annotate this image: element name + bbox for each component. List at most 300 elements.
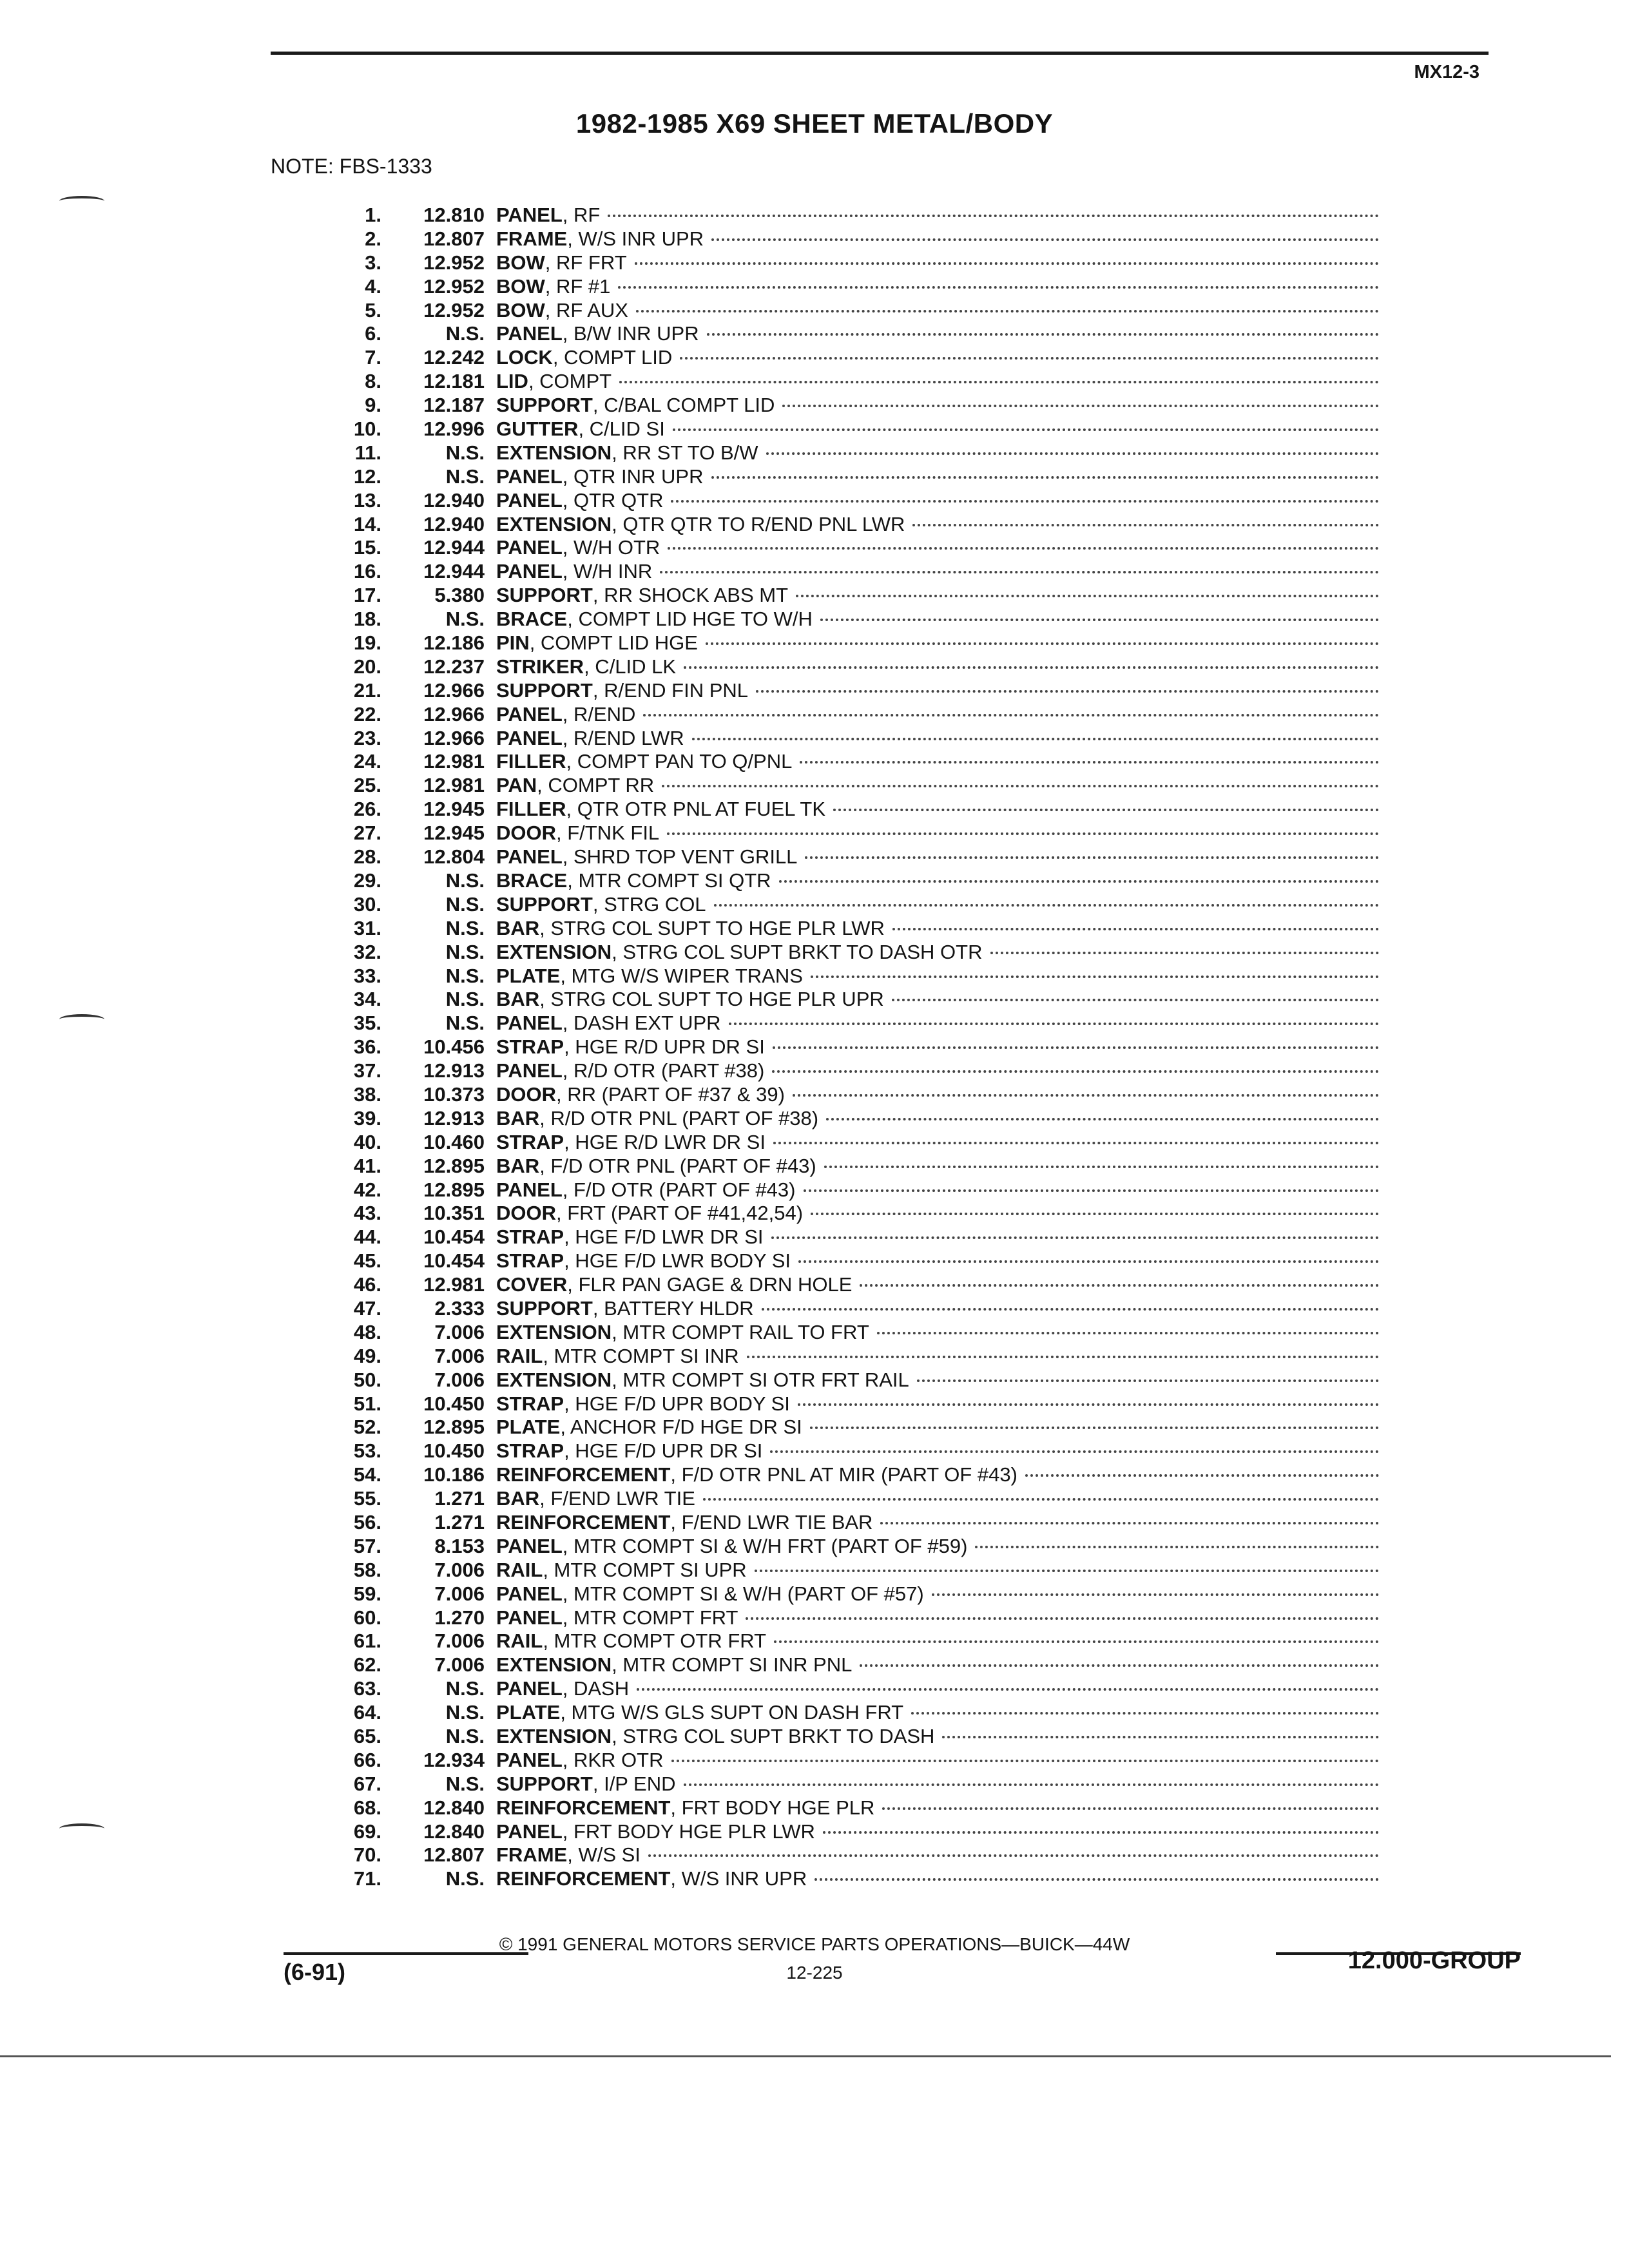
part-name: STRAP (496, 1035, 564, 1059)
part-description (496, 251, 1379, 275)
dot-leader (805, 856, 1379, 859)
part-description (496, 465, 1379, 489)
item-number: 16. (353, 560, 381, 583)
part-row (335, 1559, 1379, 1582)
group-number: 12.981 (423, 1273, 485, 1296)
item-number: 58. (353, 1558, 381, 1581)
dot-leader (932, 1593, 1379, 1596)
part-name: PANEL (496, 536, 563, 559)
part-row (335, 513, 1379, 537)
part-detail: , R/END FIN PNL (592, 678, 749, 702)
group-number: 12.952 (423, 298, 485, 322)
part-detail: , COMPT LID HGE (529, 631, 698, 655)
dot-leader (798, 1403, 1379, 1406)
part-row (335, 822, 1379, 845)
part-description (496, 1843, 1379, 1867)
group-number: 12.804 (423, 845, 485, 869)
dot-leader (771, 1236, 1379, 1239)
part-description (496, 1392, 1379, 1416)
dot-leader (815, 1878, 1379, 1881)
part-detail: , R/END LWR (562, 726, 684, 749)
part-description (496, 1155, 1379, 1178)
part-description (496, 1701, 1379, 1725)
part-row (335, 1131, 1379, 1155)
dot-leader (772, 1070, 1379, 1073)
dot-leader (667, 832, 1379, 835)
dot-leader (990, 952, 1380, 954)
part-description (496, 988, 1379, 1012)
group-number: 12.966 (423, 726, 485, 749)
part-detail: , MTR COMPT SI QTR (567, 869, 771, 892)
part-row (335, 727, 1379, 751)
part-name: FILLER (496, 798, 566, 821)
part-name: STRAP (496, 1439, 564, 1463)
part-description (496, 346, 1379, 370)
part-name: REINFORCEMENT (496, 1510, 671, 1533)
part-name: SUPPORT (496, 1772, 593, 1795)
group-number: 12.895 (423, 1154, 485, 1177)
dot-leader (880, 1522, 1379, 1524)
item-number: 34. (353, 988, 381, 1011)
dot-leader (824, 1166, 1379, 1168)
part-detail: , C/LID SI (578, 418, 665, 441)
item-number: 5. (365, 298, 381, 322)
part-row (335, 227, 1379, 251)
part-row (335, 1606, 1379, 1630)
part-description (496, 727, 1379, 751)
item-number: 66. (353, 1748, 381, 1771)
part-description (496, 1796, 1379, 1820)
part-row (335, 893, 1379, 917)
part-row (335, 1083, 1379, 1107)
dot-leader (714, 904, 1379, 907)
part-detail: , R/D OTR PNL (PART OF #38) (539, 1106, 819, 1129)
group-number: 7.006 (434, 1344, 485, 1367)
dot-leader (917, 1379, 1379, 1382)
dot-leader (800, 761, 1379, 764)
part-detail: , MTR COMPT FRT (562, 1606, 738, 1629)
group-number: N.S. (445, 1677, 485, 1700)
part-detail: , I/P END (592, 1772, 676, 1795)
part-row (335, 917, 1379, 941)
part-description (496, 917, 1379, 941)
item-number: 2. (365, 227, 381, 250)
part-detail: , MTR COMPT SI UPR (543, 1558, 747, 1581)
dot-leader (833, 809, 1379, 811)
part-name: RAIL (496, 1558, 543, 1581)
group-number: 12.945 (423, 798, 485, 821)
item-number: 26. (353, 798, 381, 821)
part-row (335, 1059, 1379, 1083)
item-number: 25. (353, 774, 381, 797)
item-number: 65. (353, 1725, 381, 1747)
part-description (496, 1059, 1379, 1083)
group-number: 7.006 (434, 1320, 485, 1343)
part-row (335, 1345, 1379, 1369)
part-name: EXTENSION (496, 512, 612, 535)
part-description (496, 1463, 1379, 1487)
part-row (335, 608, 1379, 631)
part-detail: , W/H INR (562, 560, 653, 583)
group-number: 12.807 (423, 227, 485, 250)
bottom-rule (0, 2055, 1611, 2057)
part-name: SUPPORT (496, 584, 593, 607)
part-row (335, 1511, 1379, 1535)
part-name: STRAP (496, 1225, 564, 1249)
item-number: 43. (353, 1202, 381, 1225)
part-row (335, 941, 1379, 965)
dot-leader (648, 1854, 1379, 1857)
part-detail: , RR (PART OF #37 & 39) (556, 1082, 785, 1106)
part-description (496, 1321, 1379, 1345)
part-detail: , MTR COMPT OTR FRT (543, 1629, 767, 1653)
part-description (496, 1629, 1379, 1653)
dot-leader (636, 310, 1379, 312)
dot-leader (773, 1142, 1379, 1144)
dot-leader (755, 1570, 1379, 1572)
part-name: SUPPORT (496, 678, 593, 702)
item-number: 27. (353, 822, 381, 845)
dot-leader (671, 500, 1379, 503)
dot-leader (766, 452, 1379, 455)
page-code: MX12-3 (1414, 62, 1480, 82)
dot-leader (796, 595, 1379, 597)
item-number: 60. (353, 1606, 381, 1629)
item-number: 37. (353, 1059, 381, 1082)
dot-leader (756, 690, 1379, 693)
group-number: N.S. (445, 916, 485, 939)
group-number: 7.006 (434, 1582, 485, 1605)
part-detail: , W/S SI (567, 1843, 641, 1867)
part-detail: , HGE F/D LWR DR SI (564, 1225, 764, 1249)
part-detail: , FLR PAN GAGE & DRN HOLE (567, 1273, 853, 1296)
item-number: 46. (353, 1273, 381, 1296)
dot-leader (692, 738, 1379, 740)
part-detail: , MTR COMPT SI INR PNL (612, 1653, 853, 1677)
part-detail: , STRG COL SUPT TO HGE PLR UPR (539, 988, 884, 1011)
part-description (496, 1131, 1379, 1155)
item-number: 17. (353, 584, 381, 607)
part-description (496, 1653, 1379, 1677)
part-name: PANEL (496, 726, 563, 749)
part-description (496, 1820, 1379, 1844)
punch-mark (59, 196, 104, 206)
part-name: PANEL (496, 1012, 563, 1035)
part-name: PANEL (496, 465, 563, 488)
part-description (496, 441, 1379, 465)
item-number: 23. (353, 726, 381, 749)
group-number: N.S. (445, 1772, 485, 1795)
part-name: PLATE (496, 964, 561, 987)
part-name: BOW (496, 298, 545, 322)
item-number: 33. (353, 964, 381, 987)
item-number: 28. (353, 845, 381, 869)
part-detail: , MTR COMPT SI & W/H (PART OF #57) (562, 1582, 924, 1605)
dot-leader (711, 238, 1379, 241)
item-number: 70. (353, 1843, 381, 1867)
part-description (496, 965, 1379, 988)
item-number: 39. (353, 1106, 381, 1129)
part-detail: , W/S INR UPR (670, 1867, 807, 1890)
item-number: 20. (353, 655, 381, 678)
part-name: EXTENSION (496, 940, 612, 963)
group-number: 12.913 (423, 1106, 485, 1129)
footer-date: (6-91) (284, 1959, 346, 1985)
part-description (496, 941, 1379, 965)
group-number: N.S. (445, 608, 485, 631)
group-number: 12.181 (423, 370, 485, 393)
dot-leader (860, 1284, 1379, 1287)
group-number: 5.380 (434, 584, 485, 607)
item-number: 21. (353, 678, 381, 702)
part-description (496, 655, 1379, 679)
item-number: 41. (353, 1154, 381, 1177)
group-number: 10.373 (423, 1082, 485, 1106)
part-description (496, 1677, 1379, 1701)
group-number: 12.807 (423, 1843, 485, 1867)
item-number: 8. (365, 370, 381, 393)
part-detail: , W/H OTR (562, 536, 660, 559)
punch-mark (59, 1823, 104, 1834)
dot-leader (680, 357, 1379, 360)
item-number: 18. (353, 608, 381, 631)
part-name: RAIL (496, 1344, 543, 1367)
footer-page-number: 12-225 (786, 1963, 843, 1983)
item-number: 42. (353, 1178, 381, 1201)
part-detail: , F/D OTR PNL AT MIR (PART OF #43) (670, 1463, 1017, 1486)
part-description (496, 1606, 1379, 1630)
part-detail: , F/END LWR TIE BAR (670, 1510, 873, 1533)
part-description (496, 1725, 1379, 1749)
group-number: 12.934 (423, 1748, 485, 1771)
part-description (496, 750, 1379, 774)
group-number: N.S. (445, 892, 485, 916)
group-number: 12.952 (423, 251, 485, 274)
part-name: DOOR (496, 822, 556, 845)
note: NOTE: FBS-1333 (271, 155, 432, 178)
part-description (496, 204, 1379, 227)
item-number: 29. (353, 869, 381, 892)
part-description (496, 227, 1379, 251)
part-row (335, 536, 1379, 560)
part-row (335, 1773, 1379, 1796)
group-number: 7.006 (434, 1558, 485, 1581)
item-number: 44. (353, 1225, 381, 1249)
part-name: BAR (496, 916, 540, 939)
dot-leader (707, 333, 1379, 336)
part-detail: , FRT BODY HGE PLR (670, 1796, 875, 1819)
dot-leader (608, 215, 1379, 217)
group-number: 12.981 (423, 774, 485, 797)
part-name: BAR (496, 1106, 540, 1129)
part-name: LID (496, 370, 528, 393)
part-row (335, 1843, 1379, 1867)
item-number: 4. (365, 274, 381, 298)
item-number: 24. (353, 750, 381, 773)
dot-leader (706, 642, 1379, 645)
item-number: 59. (353, 1582, 381, 1605)
group-number: N.S. (445, 1867, 485, 1890)
part-name: PANEL (496, 1606, 563, 1629)
group-number: 12.940 (423, 512, 485, 535)
part-row (335, 465, 1379, 489)
part-row (335, 275, 1379, 299)
item-number: 3. (365, 251, 381, 274)
dot-leader (798, 1260, 1379, 1263)
group-number: N.S. (445, 322, 485, 345)
dot-leader (804, 1189, 1380, 1192)
part-detail: , STRG COL (592, 892, 706, 916)
part-name: BOW (496, 274, 545, 298)
part-name: PANEL (496, 1820, 563, 1843)
dot-leader (1025, 1474, 1379, 1477)
part-name: PANEL (496, 1677, 563, 1700)
group-number: 12.966 (423, 678, 485, 702)
part-name: PANEL (496, 1534, 563, 1557)
top-rule (271, 52, 1489, 55)
part-row (335, 1321, 1379, 1345)
part-row (335, 1796, 1379, 1820)
part-name: EXTENSION (496, 441, 612, 464)
dot-leader (911, 1712, 1379, 1715)
dot-leader (820, 619, 1379, 621)
part-row (335, 1178, 1379, 1202)
group-number: 12.810 (423, 204, 485, 226)
dot-leader (635, 262, 1379, 265)
item-number: 35. (353, 1012, 381, 1035)
part-row (335, 1249, 1379, 1273)
group-number: 10.186 (423, 1463, 485, 1486)
part-row (335, 1749, 1379, 1773)
dot-leader (673, 428, 1379, 431)
part-row (335, 1225, 1379, 1249)
dot-leader (643, 714, 1379, 716)
item-number: 11. (354, 441, 381, 464)
dot-leader (773, 1046, 1379, 1049)
part-row (335, 1202, 1379, 1225)
part-row (335, 703, 1379, 727)
part-detail: , COMPT LID HGE TO W/H (567, 608, 813, 631)
part-row (335, 750, 1379, 774)
part-detail: , SHRD TOP VENT GRILL (562, 845, 798, 869)
part-name: BOW (496, 251, 545, 274)
dot-leader (793, 1094, 1379, 1097)
group-number: 12.944 (423, 536, 485, 559)
part-row (335, 1629, 1379, 1653)
part-detail: , F/TNK FIL (556, 822, 660, 845)
item-number: 52. (353, 1416, 381, 1439)
part-description (496, 1511, 1379, 1535)
part-detail: , C/BAL COMPT LID (592, 394, 775, 417)
part-description (496, 1035, 1379, 1059)
group-number: 7.006 (434, 1653, 485, 1677)
part-detail: , HGE F/D LWR BODY SI (564, 1249, 791, 1273)
part-name: BAR (496, 1487, 540, 1510)
part-description (496, 608, 1379, 631)
dot-leader (860, 1664, 1379, 1667)
part-detail: , STRG COL SUPT TO HGE PLR LWR (539, 916, 885, 939)
part-detail: , ANCHOR F/D HGE DR SI (560, 1416, 802, 1439)
footer-group: 12.000-GROUP (1347, 1947, 1521, 1974)
part-name: GUTTER (496, 418, 579, 441)
part-row (335, 584, 1379, 608)
part-name: STRAP (496, 1392, 564, 1415)
item-number: 13. (353, 488, 381, 512)
part-row (335, 299, 1379, 323)
item-number: 31. (353, 916, 381, 939)
item-number: 14. (353, 512, 381, 535)
part-description (496, 584, 1379, 608)
item-number: 38. (353, 1082, 381, 1106)
part-name: PANEL (496, 1748, 563, 1771)
group-number: 12.237 (423, 655, 485, 678)
part-description (496, 1083, 1379, 1107)
part-description (496, 1535, 1379, 1559)
item-number: 56. (353, 1510, 381, 1533)
part-name: PANEL (496, 560, 563, 583)
part-description (496, 1867, 1379, 1891)
group-number: 1.271 (434, 1510, 485, 1533)
item-number: 57. (353, 1534, 381, 1557)
part-detail: , HGE F/D UPR DR SI (564, 1439, 763, 1463)
group-number: 10.351 (423, 1202, 485, 1225)
dot-leader (782, 405, 1379, 407)
part-name: STRIKER (496, 655, 584, 678)
item-number: 19. (353, 631, 381, 655)
part-detail: , MTR COMPT SI & W/H FRT (PART OF #59) (562, 1534, 968, 1557)
item-number: 68. (353, 1796, 381, 1819)
item-number: 54. (353, 1463, 381, 1486)
part-row (335, 655, 1379, 679)
part-name: PANEL (496, 1059, 563, 1082)
part-description (496, 845, 1379, 869)
group-number: 10.460 (423, 1130, 485, 1153)
part-name: COVER (496, 1273, 568, 1296)
group-number: N.S. (445, 964, 485, 987)
part-description (496, 1559, 1379, 1582)
part-detail: , MTR COMPT RAIL TO FRT (612, 1320, 869, 1343)
part-row (335, 679, 1379, 703)
dot-leader (619, 381, 1379, 383)
part-detail: , RR ST TO B/W (612, 441, 758, 464)
dot-leader (711, 476, 1380, 479)
part-name: PANEL (496, 322, 563, 345)
part-detail: , C/LID LK (584, 655, 677, 678)
group-number: 12.981 (423, 750, 485, 773)
part-row (335, 441, 1379, 465)
item-number: 32. (353, 940, 381, 963)
part-name: REINFORCEMENT (496, 1867, 671, 1890)
part-description (496, 1012, 1379, 1035)
item-number: 15. (353, 536, 381, 559)
part-description (496, 513, 1379, 537)
group-number: 12.187 (423, 394, 485, 417)
part-description (496, 893, 1379, 917)
part-row (335, 1725, 1379, 1749)
part-row (335, 204, 1379, 227)
group-number: N.S. (445, 940, 485, 963)
part-description (496, 489, 1379, 513)
item-number: 30. (353, 892, 381, 916)
part-name: STRAP (496, 1249, 564, 1273)
part-description (496, 1439, 1379, 1463)
part-row (335, 774, 1379, 798)
part-name: FRAME (496, 1843, 568, 1867)
dot-leader (762, 1308, 1379, 1311)
part-detail: , QTR QTR TO R/END PNL LWR (612, 512, 905, 535)
part-description (496, 536, 1379, 560)
dot-leader (811, 975, 1379, 978)
